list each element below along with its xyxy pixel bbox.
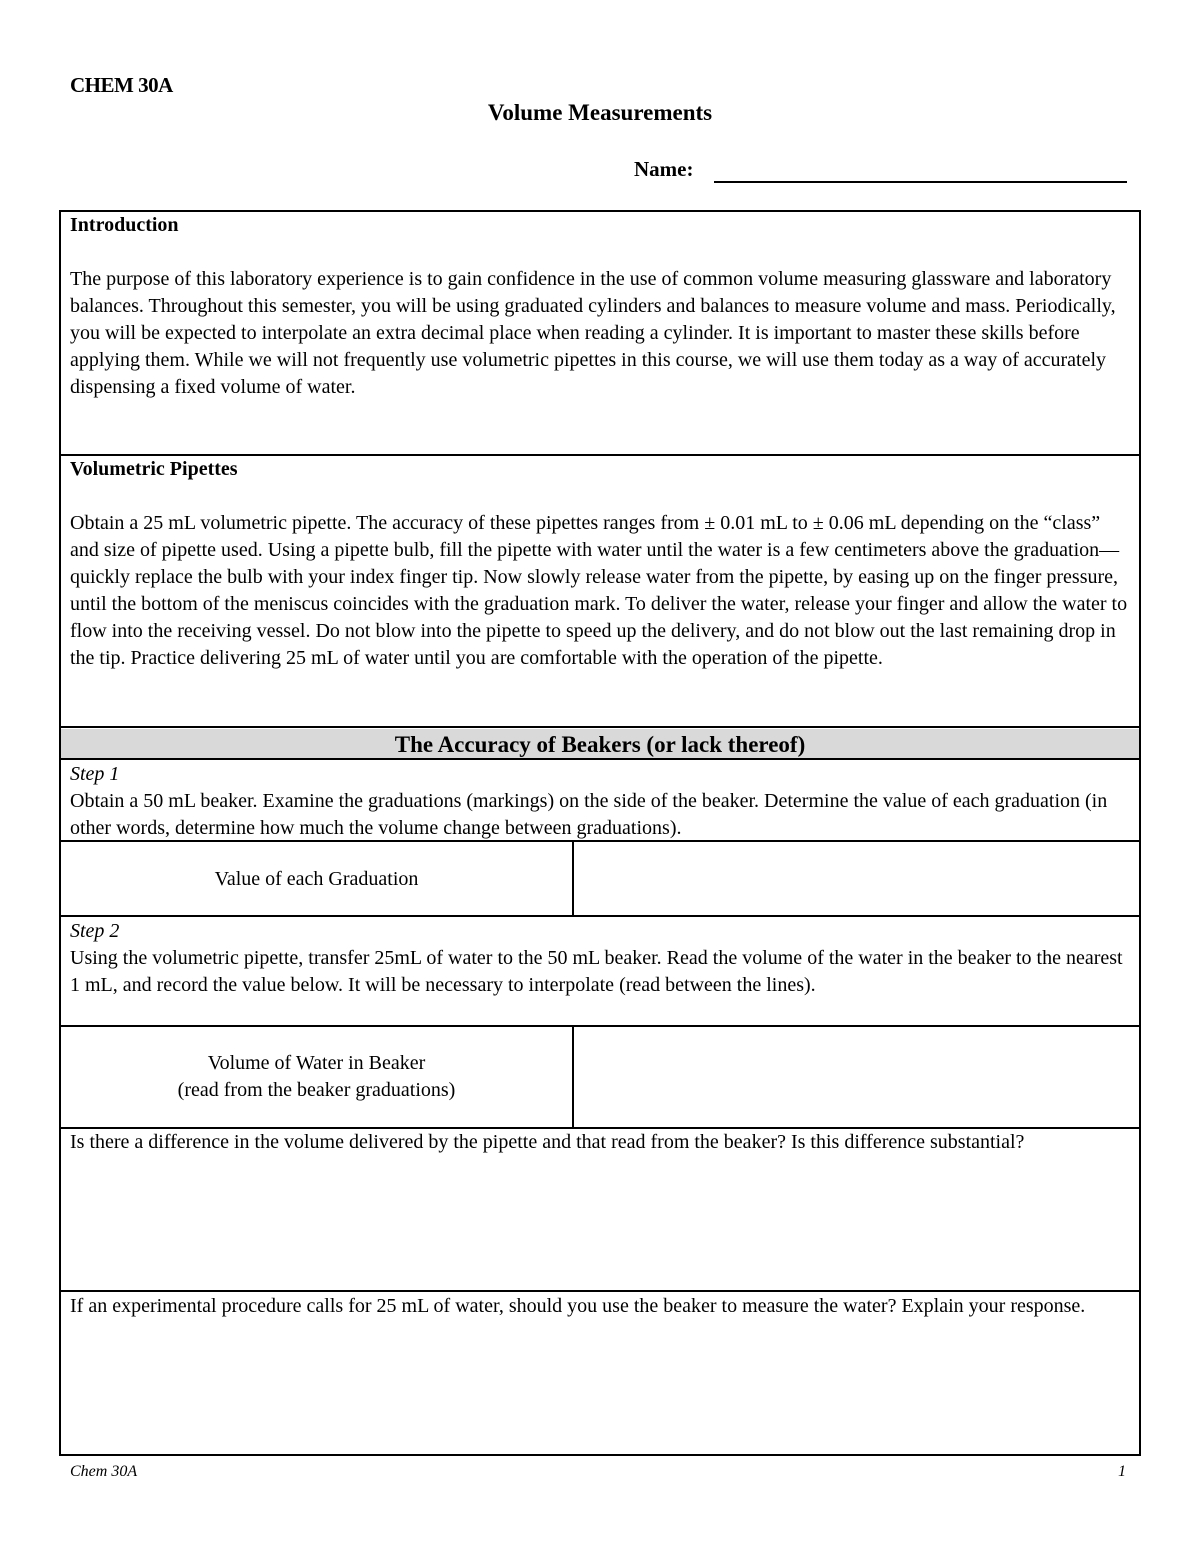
table-rule [59, 1290, 1141, 1292]
introduction-heading: Introduction [70, 214, 179, 236]
table-rule [59, 1454, 1141, 1456]
pipettes-text: Obtain a 25 mL volumetric pipette. The accuracy of these pipettes ranges from ± 0.01 mL to ± 0.06 mL depending on the “class” and size of pipette used. Using a pipette bulb, fill the pipette with water until the water is a few centimeters above the graduation—quickly replace the bulb with your index finger tip. Now slowly release water from the pipette, by easing up on the finger pressure, until the bottom of the meniscus coincides with the graduation mark. To deliver the water, release your finger and allow the water to flow into the receiving vessel. Do not blow into the pipette to speed up the delivery, and do not blow out the last remaining drop in the tip. Practice delivering 25 mL of water until you are comfortable with the operation of the pipette. [70, 512, 1128, 669]
question-1-text: Is there a difference in the volume delivered by the pipette and that read from the beaker? Is this difference substantial? [70, 1131, 1025, 1153]
question-2 [70, 1293, 1132, 1320]
water-volume-label-line1: Volume of Water in Beaker [207, 1052, 426, 1074]
footer-course: Chem 30A [70, 1463, 138, 1480]
course-code: CHEM 30A [70, 73, 173, 97]
page-number: 1 [1118, 1463, 1126, 1480]
question-1 [70, 1129, 1132, 1156]
introduction-section [70, 212, 1132, 401]
pipettes-heading: Volumetric Pipettes [70, 458, 238, 480]
water-volume-label-line2: (read from the beaker graduations) [177, 1079, 456, 1101]
table-rule [59, 758, 1141, 760]
answer-2-field[interactable] [70, 1349, 1132, 1452]
step2-text: Using the volumetric pipette, transfer 25mL of water to the 50 mL beaker. Read the volume of the water in the beaker to the nearest 1 mL, and record the value below. It will be necessary to interpolate (read between the lines). [70, 947, 1123, 996]
page-title: Volume Measurements [487, 100, 713, 125]
step2-section [70, 918, 1132, 999]
step1-text: Obtain a 50 mL beaker. Examine the graduations (markings) on the side of the beaker. Determine the value of each graduation (in other words, determine how much the volume change between graduations). [70, 790, 1108, 839]
name-label: Name: [634, 157, 694, 181]
section-banner: The Accuracy of Beakers (or lack thereof) [61, 729, 1139, 758]
step2-label: Step 2 [70, 920, 120, 942]
table-rule [59, 726, 1141, 728]
step1-label: Step 1 [70, 763, 120, 785]
introduction-text: The purpose of this laboratory experience is to gain confidence in the use of common volume measuring glassware and laboratory balances. Throughout this semester, you will be using graduated cylinders and balances to measure volume and mass. Periodically, you will be expected to interpolate an extra decimal place when reading a cylinder. It is important to master these skills before applying them. While we will not frequently use volumetric pipettes in this course, we will use them today as a way of accurately dispensing a fixed volume of water. [70, 268, 1116, 398]
question-2-text: If an experimental procedure calls for 25 mL of water, should you use the beaker to measure the water? Explain your response. [70, 1295, 1086, 1317]
pipettes-section [70, 456, 1132, 672]
step1-section [70, 761, 1132, 842]
table-rule [59, 915, 1141, 917]
water-volume-label [61, 1050, 572, 1104]
water-volume-field[interactable] [574, 1027, 1139, 1127]
graduation-value-label: Value of each Graduation [214, 868, 419, 890]
name-field[interactable] [714, 181, 1127, 183]
answer-1-field[interactable] [70, 1185, 1132, 1288]
graduation-value-field[interactable] [574, 842, 1139, 915]
